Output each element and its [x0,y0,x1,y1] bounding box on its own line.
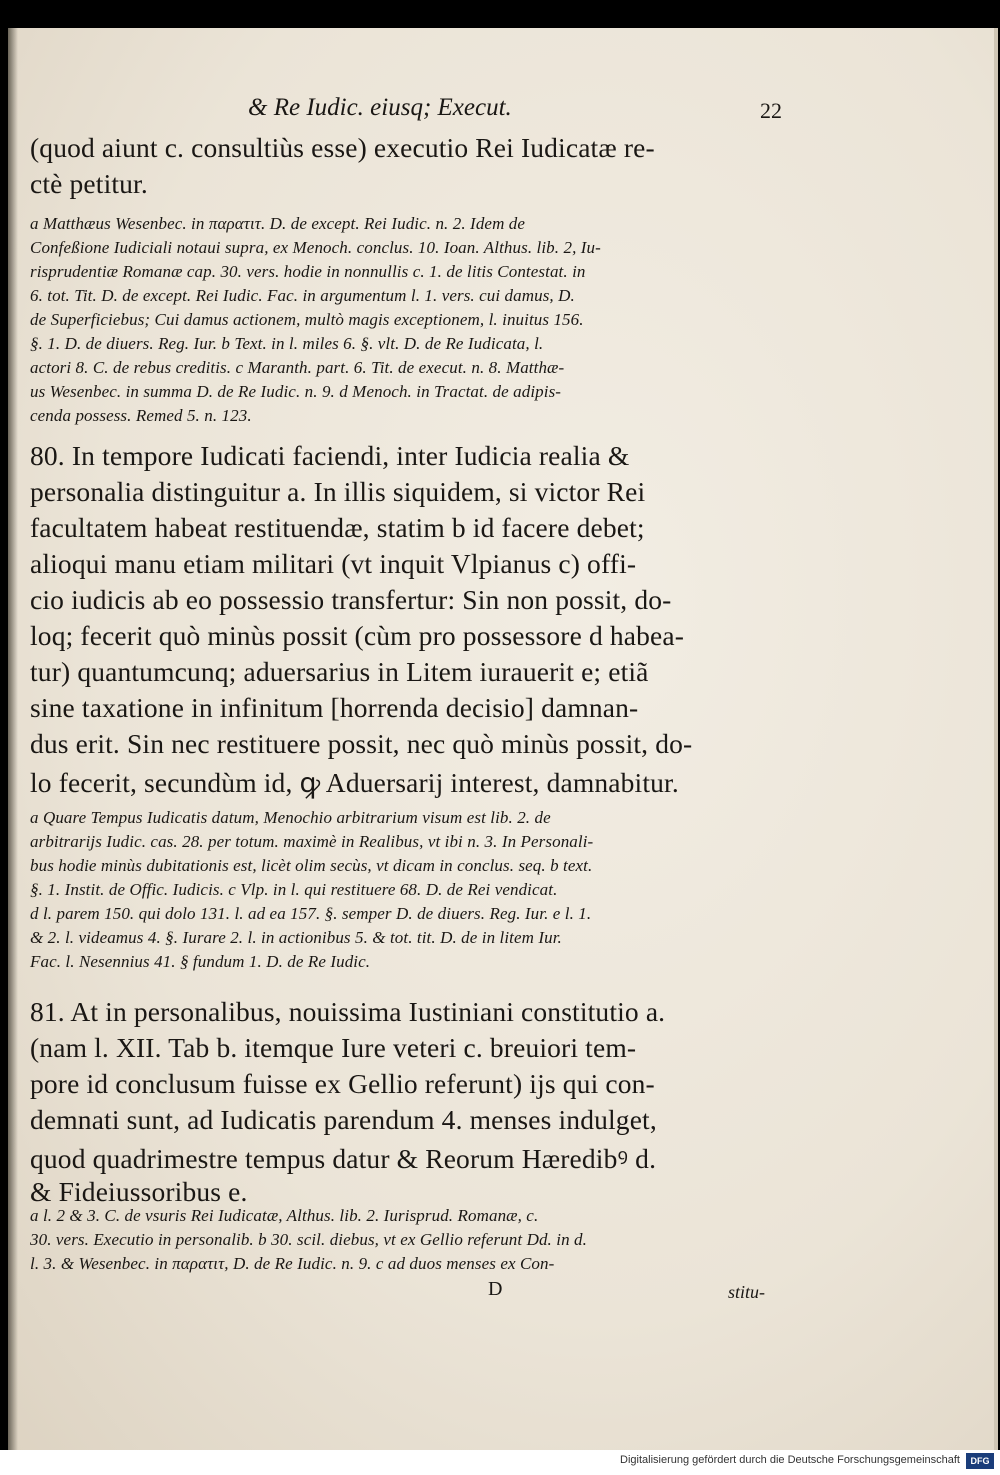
text-line: quod quadrimestre tempus datur & Reorum Hæredibꝰ d. [30,1143,657,1174]
footnote-line: risprudentiæ Romanæ cap. 30. vers. hodie in nonnullis c. 1. de litis Contestat. in [30,262,586,281]
footnote-line: d l. parem 150. qui dolo 131. l. ad ea 157. §. semper D. de diuers. Reg. Iur. e l. 1. [30,904,592,923]
text-line: (quod aiunt c. consultiùs esse) executio Rei Iudicatæ re- [30,132,655,163]
dfg-logo-icon: DFG [966,1453,994,1469]
footnote-line: Fac. l. Nesennius 41. § fundum 1. D. de Re Iudic. [30,952,371,971]
footnote-line: Confeßione Iudiciali notaui supra, ex Menoch. conclus. 10. Ioan. Althus. lib. 2, Iu- [30,238,601,257]
text-line: dus erit. Sin nec restituere possit, nec quò minùs possit, do- [30,728,693,759]
footnote-line: a Quare Tempus Iudicatis datum, Menochio arbitrarium visum est lib. 2. de [30,808,551,827]
text-line: sine taxatione in infinitum [horrenda decisio] damnan- [30,692,639,723]
page-number: 22 [760,98,782,123]
text-line: lo fecerit, secundùm id, ꝙ Aduersarij interest, damnabitur. [30,767,679,798]
footnote-line: & 2. l. videamus 4. §. Iurare 2. l. in actionibus 5. & tot. tit. D. de in litem Iur. [30,928,562,947]
text-line: ctè petitur. [30,168,148,199]
text-line: (nam l. XII. Tab b. itemque Iure veteri c. breuiori tem- [30,1032,637,1063]
book-page [8,28,998,1450]
footnote-line: a Matthæus Wesenbec. in παρατιτ. D. de except. Rei Iudic. n. 2. Idem de [30,214,526,233]
text-line: facultatem habeat restituendæ, statim b id facere debet; [30,512,645,543]
footnote-line: 30. vers. Executio in personalib. b 30. scil. diebus, vt ex Gellio referunt Dd. in d. [30,1230,587,1249]
footer-bar [0,1450,1000,1475]
footnote-line: actori 8. C. de rebus creditis. c Maranth. part. 6. Tit. de execut. n. 8. Matthæ- [30,358,565,377]
footnote-line: l. 3. & Wesenbec. in παρατιτ, D. de Re Iudic. n. 9. c ad duos menses ex Con- [30,1254,555,1273]
signature-mark: D [488,1278,503,1300]
text-line: 81. At in personalibus, nouissima Iustiniani constitutio a. [30,996,666,1027]
text-line: demnati sunt, ad Iudicatis parendum 4. menses indulget, [30,1104,657,1135]
text-line: personalia distinguitur a. In illis siquidem, si victor Rei [30,476,646,507]
footnote-line: §. 1. D. de diuers. Reg. Iur. b Text. in l. miles 6. §. vlt. D. de Re Iudicata, l. [30,334,544,353]
text-line: tur) quantumcunq; aduersarius in Litem iurauerit e; etiã [30,656,649,687]
footnote-line: us Wesenbec. in summa D. de Re Iudic. n. 9. d Menoch. in Tractat. de adipis- [30,382,562,401]
text-line: alioqui manu etiam militari (vt inquit Vlpianus c) offi- [30,548,637,579]
footnote-line: 6. tot. Tit. D. de except. Rei Iudic. Fac. in argumentum l. 1. vers. cui damus, D. [30,286,575,305]
footnote-line: bus hodie minùs dubitationis est, licèt olim secùs, vt dicam in conclus. seq. b text. [30,856,593,875]
footer-credit: Digitalisierung gefördert durch die Deutsche Forschungsgemeinschaft [620,1454,960,1466]
text-line: loq; fecerit quò minùs possit (cùm pro possessore d habea- [30,620,685,651]
spine-shadow [8,28,18,1450]
footnote-line: de Superficiebus; Cui damus actionem, multò magis exceptionem, l. inuitus 156. [30,310,584,329]
footnote-line: §. 1. Instit. de Offic. Iudicis. c Vlp. in l. qui restituere 68. D. de Rei vendicat. [30,880,558,899]
footnote-line: arbitrarijs Iudic. cas. 28. per totum. maximè in Realibus, vt ibi n. 3. In Personali- [30,832,594,851]
footnote-line: cenda possess. Remed 5. n. 123. [30,406,252,425]
text-line: pore id conclusum fuisse ex Gellio referunt) ijs qui con- [30,1068,655,1099]
text-line: & Fideiussoribus e. [30,1176,248,1207]
text-line: 80. In tempore Iudicati faciendi, inter Iudicia realia & [30,440,630,471]
text-line: cio iudicis ab eo possessio transfertur: Sin non possit, do- [30,584,672,615]
running-title: & Re Iudic. eiusq; Execut. [248,94,512,121]
footnote-line: a l. 2 & 3. C. de vsuris Rei Iudicatæ, Althus. lib. 2. Iurisprud. Romanæ, c. [30,1206,539,1225]
catchword: stitu- [728,1282,766,1302]
